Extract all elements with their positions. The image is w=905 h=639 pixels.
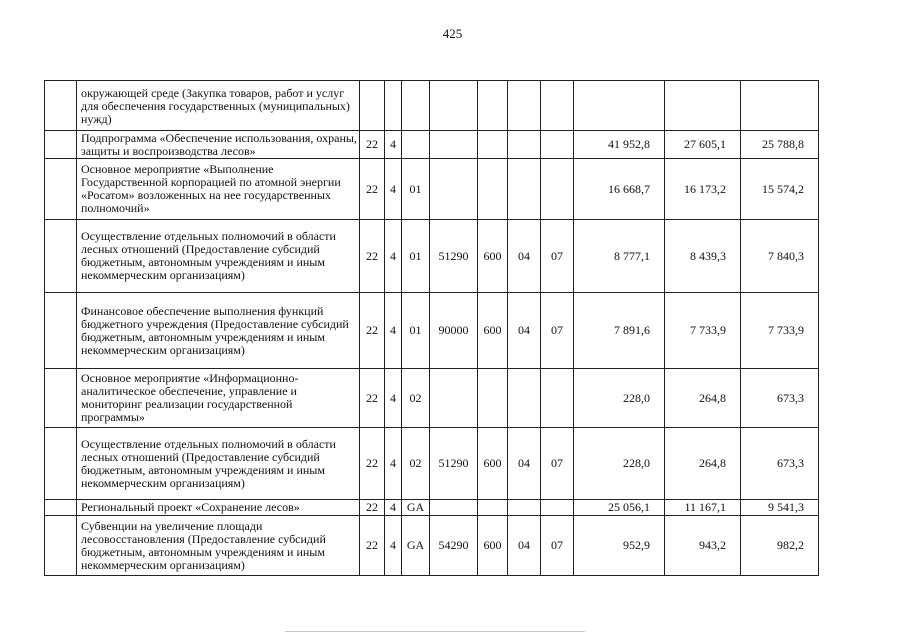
amount-year1-cell: 7 891,6 xyxy=(574,293,665,369)
code-direction-cell xyxy=(430,500,478,516)
code-ministry-cell: 22 xyxy=(360,159,385,220)
code-subsection-cell xyxy=(541,81,574,131)
code-section-cell: 04 xyxy=(508,516,541,576)
code-expense-type-cell xyxy=(478,131,508,159)
code-subsection-cell: 07 xyxy=(541,220,574,293)
row-gutter-cell xyxy=(45,159,77,220)
code-ministry-cell: 22 xyxy=(360,293,385,369)
code-expense-type-cell xyxy=(478,159,508,220)
table-row xyxy=(45,159,819,220)
code-program-cell: 4 xyxy=(385,428,402,500)
code-expense-type-cell: 600 xyxy=(478,293,508,369)
row-name-cell: окружающей среде (Закупка товаров, работ и услуг для обеспечения государственных (муниципальных) нужд) xyxy=(77,81,360,131)
code-activity-cell: 01 xyxy=(402,293,430,369)
amount-year2-cell: 8 439,3 xyxy=(665,220,741,293)
code-ministry-cell: 22 xyxy=(360,220,385,293)
table-row xyxy=(45,516,819,576)
row-name-cell: Региональный проект «Сохранение лесов» xyxy=(77,500,360,516)
code-expense-type-cell xyxy=(478,369,508,428)
amount-year2-cell xyxy=(665,81,741,131)
code-expense-type-cell: 600 xyxy=(478,428,508,500)
amount-year3-cell: 7 733,9 xyxy=(741,293,819,369)
code-direction-cell: 51290 xyxy=(430,220,478,293)
amount-year1-cell: 41 952,8 xyxy=(574,131,665,159)
code-section-cell: 04 xyxy=(508,220,541,293)
code-subsection-cell xyxy=(541,131,574,159)
code-activity-cell xyxy=(402,81,430,131)
code-section-cell xyxy=(508,159,541,220)
code-subsection-cell: 07 xyxy=(541,293,574,369)
amount-year2-cell: 11 167,1 xyxy=(665,500,741,516)
code-direction-cell xyxy=(430,369,478,428)
code-direction-cell: 51290 xyxy=(430,428,478,500)
row-name-cell: Осуществление отдельных полномочий в области лесных отношений (Предоставление субсидий бюджетным, автономным учреждениям и иным некоммерческим организациям) xyxy=(77,428,360,500)
code-program-cell: 4 xyxy=(385,159,402,220)
row-gutter-cell xyxy=(45,369,77,428)
code-activity-cell: GA xyxy=(402,516,430,576)
table-row xyxy=(45,428,819,500)
amount-year3-cell xyxy=(741,81,819,131)
code-section-cell xyxy=(508,131,541,159)
code-expense-type-cell: 600 xyxy=(478,516,508,576)
row-name-cell: Основное мероприятие «Выполнение Государственной корпорацией по атомной энергии «Росатом» возложенных на нее государственных полномочий» xyxy=(77,159,360,220)
row-gutter-cell xyxy=(45,81,77,131)
table-row xyxy=(45,81,819,131)
amount-year3-cell: 673,3 xyxy=(741,369,819,428)
code-program-cell: 4 xyxy=(385,220,402,293)
code-expense-type-cell: 600 xyxy=(478,220,508,293)
amount-year2-cell: 264,8 xyxy=(665,428,741,500)
code-ministry-cell: 22 xyxy=(360,500,385,516)
row-gutter-cell xyxy=(45,516,77,576)
code-section-cell xyxy=(508,369,541,428)
code-ministry-cell xyxy=(360,81,385,131)
table-row xyxy=(45,500,819,516)
code-activity-cell: GA xyxy=(402,500,430,516)
budget-table xyxy=(44,80,819,576)
code-expense-type-cell xyxy=(478,81,508,131)
row-gutter-cell xyxy=(45,293,77,369)
table-body xyxy=(45,81,819,576)
amount-year2-cell: 264,8 xyxy=(665,369,741,428)
page-number: 425 xyxy=(442,26,463,41)
amount-year1-cell: 228,0 xyxy=(574,428,665,500)
amount-year1-cell: 25 056,1 xyxy=(574,500,665,516)
scan-artifact-line xyxy=(285,631,585,632)
code-activity-cell: 01 xyxy=(402,159,430,220)
code-program-cell: 4 xyxy=(385,369,402,428)
code-subsection-cell xyxy=(541,159,574,220)
amount-year1-cell xyxy=(574,81,665,131)
amount-year1-cell: 228,0 xyxy=(574,369,665,428)
amount-year3-cell: 25 788,8 xyxy=(741,131,819,159)
amount-year1-cell: 8 777,1 xyxy=(574,220,665,293)
code-section-cell: 04 xyxy=(508,428,541,500)
code-program-cell xyxy=(385,81,402,131)
amount-year1-cell: 952,9 xyxy=(574,516,665,576)
amount-year2-cell: 27 605,1 xyxy=(665,131,741,159)
code-direction-cell xyxy=(430,81,478,131)
row-gutter-cell xyxy=(45,428,77,500)
code-section-cell xyxy=(508,81,541,131)
code-subsection-cell: 07 xyxy=(541,516,574,576)
amount-year2-cell: 16 173,2 xyxy=(665,159,741,220)
code-direction-cell xyxy=(430,159,478,220)
code-activity-cell: 02 xyxy=(402,369,430,428)
code-expense-type-cell xyxy=(478,500,508,516)
code-program-cell: 4 xyxy=(385,293,402,369)
code-program-cell: 4 xyxy=(385,516,402,576)
row-gutter-cell xyxy=(45,220,77,293)
table-row xyxy=(45,131,819,159)
amount-year1-cell: 16 668,7 xyxy=(574,159,665,220)
code-activity-cell: 02 xyxy=(402,428,430,500)
code-ministry-cell: 22 xyxy=(360,516,385,576)
table-row xyxy=(45,293,819,369)
row-name-cell: Осуществление отдельных полномочий в области лесных отношений (Предоставление субсидий бюджетным, автономным учреждениям и иным некоммерческим организациям) xyxy=(77,220,360,293)
row-name-cell: Подпрограмма «Обеспечение использования, охраны, защиты и воспроизводства лесов» xyxy=(77,131,360,159)
code-section-cell: 04 xyxy=(508,293,541,369)
code-direction-cell xyxy=(430,131,478,159)
row-name-cell: Финансовое обеспечение выполнения функций бюджетного учреждения (Предоставление субсидий бюджетным, автономным учреждениям и иным некоммерческим организациям) xyxy=(77,293,360,369)
row-gutter-cell xyxy=(45,131,77,159)
code-direction-cell: 54290 xyxy=(430,516,478,576)
amount-year3-cell: 982,2 xyxy=(741,516,819,576)
code-ministry-cell: 22 xyxy=(360,131,385,159)
code-program-cell: 4 xyxy=(385,131,402,159)
code-subsection-cell xyxy=(541,500,574,516)
amount-year3-cell: 9 541,3 xyxy=(741,500,819,516)
row-name-cell: Субвенции на увеличение площади лесовосстановления (Предоставление субсидий бюджетным, автономным учреждениям и иным некоммерческим организациям) xyxy=(77,516,360,576)
amount-year3-cell: 673,3 xyxy=(741,428,819,500)
code-ministry-cell: 22 xyxy=(360,428,385,500)
table-row xyxy=(45,220,819,293)
code-subsection-cell xyxy=(541,369,574,428)
code-subsection-cell: 07 xyxy=(541,428,574,500)
code-section-cell xyxy=(508,500,541,516)
code-activity-cell xyxy=(402,131,430,159)
code-activity-cell: 01 xyxy=(402,220,430,293)
amount-year2-cell: 7 733,9 xyxy=(665,293,741,369)
amount-year2-cell: 943,2 xyxy=(665,516,741,576)
amount-year3-cell: 15 574,2 xyxy=(741,159,819,220)
row-gutter-cell xyxy=(45,500,77,516)
code-ministry-cell: 22 xyxy=(360,369,385,428)
code-program-cell: 4 xyxy=(385,500,402,516)
amount-year3-cell: 7 840,3 xyxy=(741,220,819,293)
code-direction-cell: 90000 xyxy=(430,293,478,369)
row-name-cell: Основное мероприятие «Информационно-аналитическое обеспечение, управление и мониторинг реализации государственной программы» xyxy=(77,369,360,428)
table-row xyxy=(45,369,819,428)
